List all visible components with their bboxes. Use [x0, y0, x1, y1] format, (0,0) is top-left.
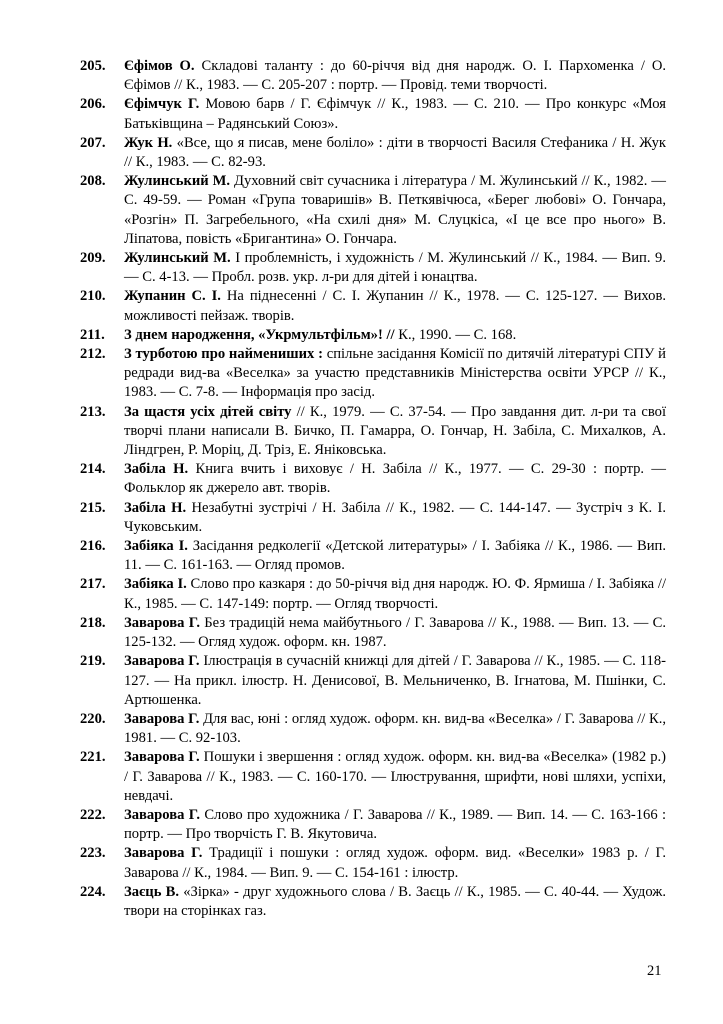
entry-author: Заварова Г. — [124, 710, 200, 727]
entry-author: Заварова Г. — [124, 845, 203, 862]
entry-text: «Все, що я писав, мене боліло» : діти в творчості Василя Стефаника / Н. Жук // К., 1983. — С. 82-93. — [124, 134, 667, 171]
bibliography-entry — [80, 748, 666, 806]
entry-text: Слово про художника / Г. Заварова // К., 1989. — Вип. 14. — С. 163-166 : портр. — Про творчість Г. В. Якутовича. — [124, 806, 667, 843]
entry-number: 217. — [80, 576, 106, 593]
entry-text: І проблемність, і художність / М. Жулинський // К., 1984. — Вип. 9. — С. 4-13. — Пробл. розв. укр. л-ри для дітей і юнацтва. — [124, 250, 667, 286]
entry-author: Жулинський М. — [124, 250, 231, 267]
bibliography-entry — [80, 249, 666, 287]
bibliography-entry — [80, 57, 666, 95]
entry-number: 208. — [80, 173, 106, 190]
entry-author: Забіла Н. — [124, 499, 187, 516]
entry-text: спільне засідання Комісії по дитячій літературі СПУ й редради вид-ва «Веселка» за участю представників Міністерства освіти УРСР // К., 1983. — С. 7-8. — Інформація про засід. — [124, 346, 666, 401]
entry-author: Жулинський М. — [124, 173, 231, 190]
entry-text: Духовний світ сучасника і література / М. Жулинський // К., 1982. — С. 49-59. — Роман «Група товаришів» В. Петкявічюса, «Берег любові» О. Гончара, «Розгін» П. Загребельного, «На схилі дня» М. Слуцкіса, «І це все про нього» В. Ліпатова, повість «Бригантина» О. Гончара. — [124, 173, 666, 247]
entry-number: 220. — [80, 710, 106, 727]
entry-text: «Зірка» - друг художнього слова / В. Заєць // К., 1985. — С. 40-44. — Худож. твори на сторінках газ. — [124, 883, 667, 919]
bibliography-entry — [80, 575, 666, 613]
entry-text: К., 1990. — С. 168. — [394, 326, 517, 343]
entry-number: 206. — [80, 96, 106, 113]
entry-text: // К., 1979. — С. 37-54. — Про завдання дит. л-ри та свої творчі плани написали В. Бичко, П. Гамарра, О. Гончар, Н. Забіла, С. Михалков, А. Ліндгрен, Р. Моріц, Д. Тріз, Е. Яніковська. — [124, 403, 666, 459]
entry-author: Жук Н. — [124, 134, 173, 151]
bibliography-list — [80, 57, 666, 921]
entry-text: Складові таланту : до 60-річчя від дня народж. О. І. Пархоменка / О. Єфімов // К., 1983. — С. 205-207 : портр. — Провід. теми творчості. — [124, 58, 667, 94]
bibliography-entry — [80, 403, 666, 461]
entry-number: 209. — [80, 250, 106, 267]
entry-number: 222. — [80, 806, 106, 823]
entry-text: Слово про казкаря : до 50-річчя від дня народж. Ю. Ф. Ярмиша / І. Забіяка // К., 1985. — С. 147-149: портр. — Огляд творчості. — [124, 576, 666, 612]
entry-number: 219. — [80, 653, 106, 670]
entry-author: За щастя усіх дітей світу — [124, 403, 292, 420]
entry-number: 213. — [80, 403, 106, 420]
bibliography-entry — [80, 499, 666, 537]
entry-number: 224. — [80, 883, 106, 900]
bibliography-entry — [80, 326, 666, 345]
bibliography-entry — [80, 460, 666, 498]
entry-number: 205. — [80, 58, 106, 74]
entry-text: На піднесенні / С. І. Жупанин // К., 1978. — С. 125-127. — Вихов. можливості пейзаж. творів. — [124, 288, 667, 324]
entry-author: Забіяка І. — [124, 538, 188, 555]
entry-author: Заварова Г. — [124, 749, 200, 766]
bibliography-entry — [80, 345, 666, 403]
bibliography-entry — [80, 537, 666, 575]
entry-text: Ілюстрація в сучасній книжці для дітей / Г. Заварова // К., 1985. — С. 118-127. — На прикл. ілюстр. Н. Денисової, В. Мельниченко, В. Ігнатова, М. Пшінки, С. Артюшенка. — [124, 653, 666, 708]
entry-author: Забіяка І. — [124, 576, 187, 593]
entry-text: Книга вчить і виховує / Н. Забіла // К., 1977. — С. 29-30 : портр. — Фольклор як джерело авт. творів. — [124, 461, 666, 497]
entry-author: Забіла Н. — [124, 461, 189, 478]
entry-text: Пошуки і звершення : огляд худож. оформ. кн. вид-ва «Веселка» (1982 р.) / Г. Заварова // К., 1983. — С. 160-170. — Ілюстрування, шрифти, нові шляхи, успіхи, невдачі. — [124, 749, 666, 804]
entry-author: З днем народження, «Укрмультфільм»! // — [124, 326, 395, 343]
bibliography-entry — [80, 652, 666, 710]
entry-author: Заварова Г. — [124, 614, 200, 631]
entry-number: 218. — [80, 614, 106, 631]
entry-author: Заєць В. — [124, 883, 180, 900]
bibliography-entry — [80, 844, 666, 882]
bibliography-entry — [80, 134, 666, 172]
entry-number: 215. — [80, 499, 106, 516]
bibliography-entry — [80, 883, 666, 921]
entry-text: Засідання редколегії «Детской литературы» / І. Забіяка // К., 1986. — Вип. 11. — С. 161-163. — Огляд промов. — [124, 538, 666, 574]
bibliography-entry — [80, 806, 666, 844]
entry-number: 221. — [80, 749, 106, 766]
entry-author: Заварова Г. — [124, 806, 201, 823]
entry-number: 210. — [80, 288, 106, 305]
entry-author: Єфімов О. — [124, 58, 195, 74]
bibliography-entry — [80, 95, 666, 133]
entry-number: 212. — [80, 346, 106, 363]
bibliography-entry — [80, 287, 666, 325]
entry-number: 211. — [80, 326, 105, 343]
entry-number: 214. — [80, 461, 106, 478]
entry-author: Жупанин С. І. — [124, 288, 221, 305]
bibliography-entry — [80, 710, 666, 748]
entry-text: Традиції і пошуки : огляд худож. оформ. вид. «Веселки» 1983 р. / Г. Заварова // К., 1984. — Вип. 9. — С. 154-161 : ілюстр. — [124, 845, 666, 881]
entry-text: Незабутні зустрічі / Н. Забіла // К., 1982. — С. 144-147. — Зустріч з К. І. Чуковським. — [124, 499, 666, 535]
entry-number: 216. — [80, 538, 106, 555]
page-number: 21 — [647, 963, 662, 979]
bibliography-entry — [80, 614, 666, 652]
entry-number: 223. — [80, 845, 106, 862]
bibliography-entry — [80, 172, 666, 249]
entry-author: Заварова Г. — [124, 653, 200, 670]
entry-text: Без традицій нема майбутнього / Г. Заварова // К., 1988. — Вип. 13. — С. 125-132. — Огляд худож. оформ. кн. 1987. — [124, 614, 666, 651]
entry-text: Для вас, юні : огляд худож. оформ. кн. вид-ва «Веселка» / Г. Заварова // К., 1981. — С. 92-103. — [124, 710, 666, 747]
entry-author: Єфімчук Г. — [124, 96, 200, 113]
entry-number: 207. — [80, 134, 106, 151]
entry-text: Мовою барв / Г. Єфімчук // К., 1983. — С. 210. — Про конкурс «Моя Батьківщина – Радянський Союз». — [124, 96, 666, 132]
entry-author: З турботою про наймениших : — [124, 346, 323, 363]
